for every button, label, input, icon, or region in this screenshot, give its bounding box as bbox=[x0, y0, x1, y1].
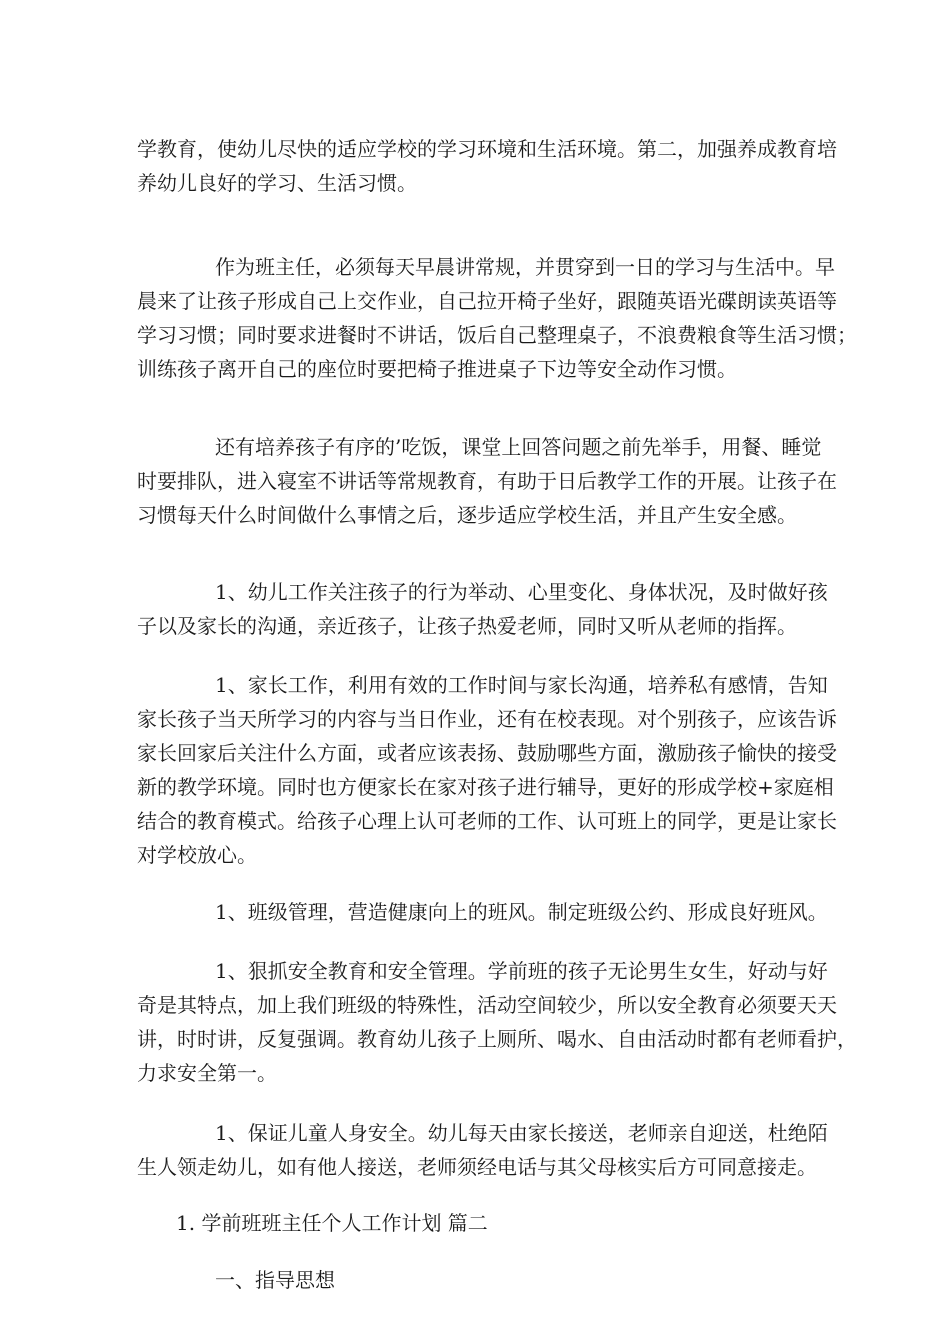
paragraph-line: 学习习惯；同时要求进餐时不讲话，饭后自己整理桌子，不浪费粮食等生活习惯； bbox=[137, 323, 857, 347]
section-heading: 1. 学前班班主任个人工作计划 篇二 bbox=[176, 1211, 488, 1235]
paragraph-line: 奇是其特点，加上我们班级的特殊性，活动空间较少，所以安全教育必须要天天 bbox=[137, 993, 837, 1017]
paragraph-line: 作为班主任，必须每天早晨讲常规，并贯穿到一日的学习与生活中。早 bbox=[215, 255, 835, 279]
paragraph-line: 家长孩子当天所学习的内容与当日作业，还有在校表现。对个别孩子，应该告诉 bbox=[137, 707, 837, 731]
paragraph-line: 时要排队，进入寝室不讲话等常规教育，有助于日后教学工作的开展。让孩子在 bbox=[137, 469, 837, 493]
paragraph-line: 1、家长工作，利用有效的工作时间与家长沟通，培养私有感情，告知 bbox=[215, 673, 828, 697]
paragraph-line: 1、班级管理，营造健康向上的班风。制定班级公约、形成良好班风。 bbox=[215, 900, 828, 924]
paragraph-line: 生人领走幼儿，如有他人接送，老师须经电话与其父母核实后方可同意接走。 bbox=[137, 1155, 817, 1179]
paragraph-line: 讲，时时讲，反复强调。教育幼儿孩子上厕所、喝水、自由活动时都有老师看护， bbox=[137, 1027, 857, 1051]
paragraph-line: 还有培养孩子有序的’吃饭，课堂上回答问题之前先举手，用餐、睡觉 bbox=[215, 435, 822, 459]
paragraph-line: 子以及家长的沟通，亲近孩子，让孩子热爱老师，同时又听从老师的指挥。 bbox=[137, 614, 797, 638]
paragraph-line: 晨来了让孩子形成自己上交作业，自己拉开椅子坐好，跟随英语光碟朗读英语等 bbox=[137, 289, 837, 313]
paragraph-line: 习惯每天什么时间做什么事情之后，逐步适应学校生活，并且产生安全感。 bbox=[137, 503, 797, 527]
paragraph-line: 训练孩子离开自己的座位时要把椅子推进桌子下边等安全动作习惯。 bbox=[137, 357, 737, 381]
paragraph-line: 结合的教育模式。给孩子心理上认可老师的工作、认可班上的同学，更是让家长 bbox=[137, 809, 837, 833]
paragraph-line: 力求安全第一。 bbox=[137, 1061, 277, 1085]
paragraph-line: 新的教学环境。同时也方便家长在家对孩子进行辅导，更好的形成学校+家庭相 bbox=[137, 775, 834, 799]
paragraph-line: 家长回家后关注什么方面，或者应该表扬、鼓励哪些方面，激励孩子愉快的接受 bbox=[137, 741, 837, 765]
paragraph-line: 对学校放心。 bbox=[137, 843, 257, 867]
subheading: 一、指导思想 bbox=[215, 1268, 335, 1292]
paragraph-line: 1、狠抓安全教育和安全管理。学前班的孩子无论男生女生，好动与好 bbox=[215, 959, 828, 983]
paragraph-line: 养幼儿良好的学习、生活习惯。 bbox=[137, 171, 417, 195]
paragraph-line: 学教育，使幼儿尽快的适应学校的学习环境和生活环境。第二，加强养成教育培 bbox=[137, 137, 837, 161]
paragraph-line: 1、幼儿工作关注孩子的行为举动、心里变化、身体状况，及时做好孩 bbox=[215, 580, 828, 604]
paragraph-line: 1、保证儿童人身安全。幼儿每天由家长接送，老师亲自迎送，杜绝陌 bbox=[215, 1121, 828, 1145]
